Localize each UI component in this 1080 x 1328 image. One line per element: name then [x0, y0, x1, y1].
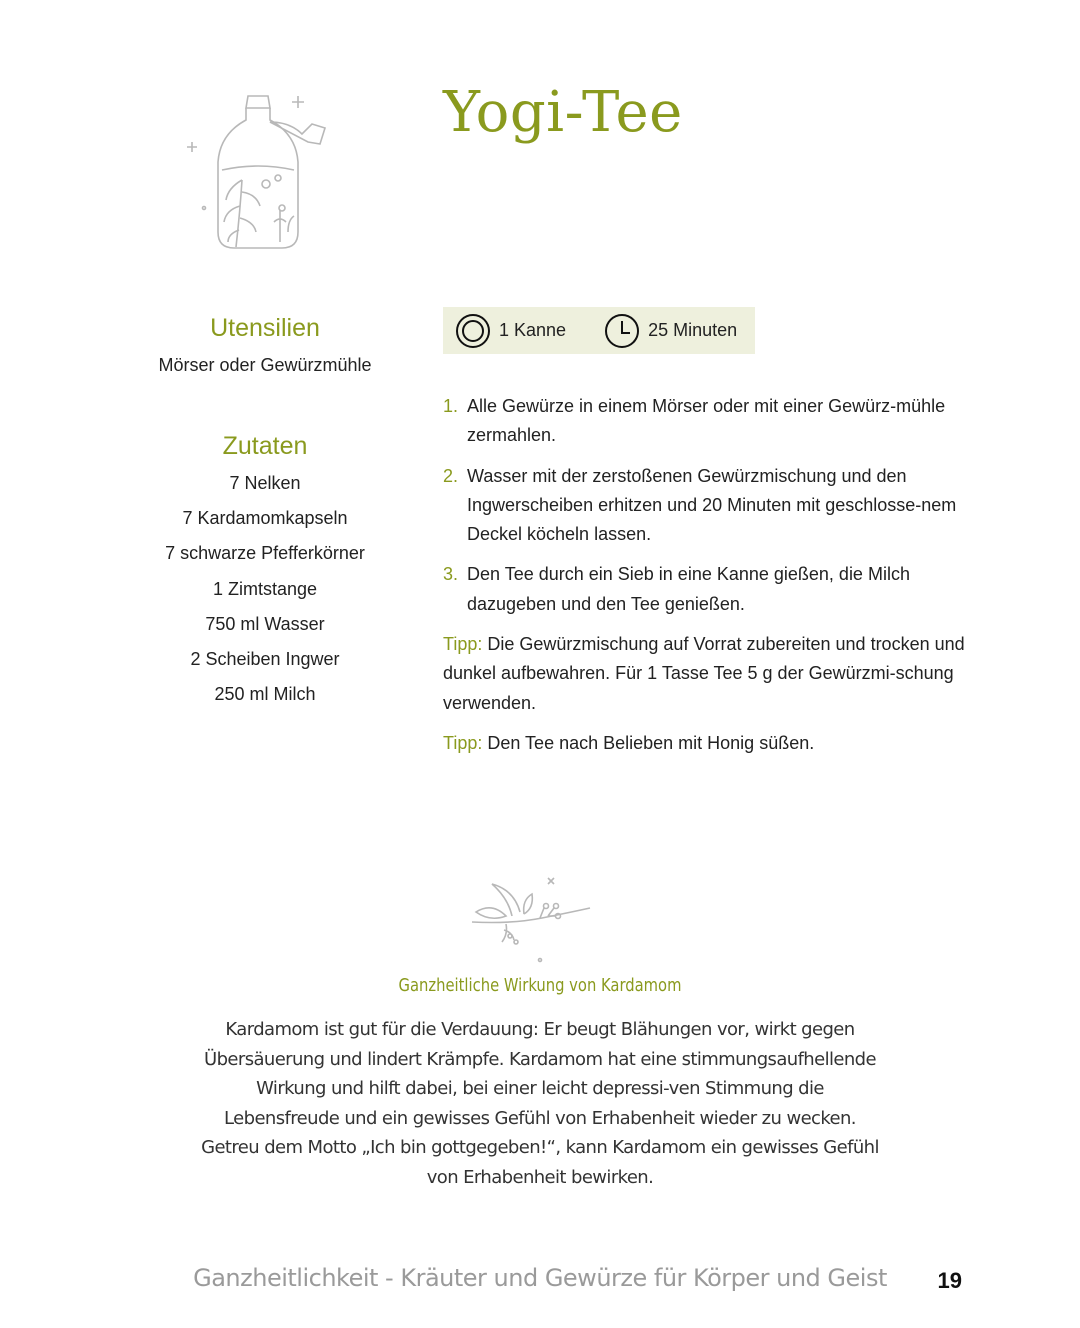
- servings-info: [455, 313, 566, 349]
- footer-text: Ganzheitlichkeit - Kräuter und Gewürze für Körper und Geist: [193, 1264, 887, 1292]
- tip-paragraph: [443, 729, 973, 758]
- step-item: [443, 392, 973, 451]
- time-info: [604, 313, 737, 349]
- tip-paragraph: [443, 630, 973, 718]
- ingredient-item: 250 ml Milch: [214, 684, 316, 705]
- ingredient-item: 7 Nelken: [229, 473, 301, 493]
- step-number: 2.: [443, 465, 459, 486]
- utensils-heading: Utensilien: [210, 314, 320, 342]
- step-item: [443, 462, 973, 550]
- ingredient-item: 7 Kardamomkapseln: [182, 508, 348, 529]
- step-text: Wasser mit der zerstoßenen Gewürzmischung und den Ingwerscheiben erhitzen und 20 Minuten mit geschlosse-nem Deckel köcheln lassen.: [467, 465, 957, 545]
- tip-label: Tipp:: [443, 634, 483, 654]
- pot-icon: [455, 313, 491, 349]
- tip-label: Tipp:: [443, 733, 483, 753]
- utensils-text: Mörser oder Gewürzmühle: [158, 355, 372, 375]
- step-item: [443, 560, 973, 619]
- tip-text: Den Tee nach Belieben mit Honig süßen.: [482, 733, 815, 753]
- utensils-section: [140, 314, 390, 376]
- info-box-title: Ganzheitliche Wirkung von Kardamom: [398, 975, 682, 996]
- herbal-jar-illustration: [170, 82, 340, 257]
- instruction-steps: [443, 392, 973, 630]
- step-number: 3.: [443, 564, 459, 585]
- ingredient-item: 2 Scheiben Ingwer: [190, 648, 340, 669]
- recipe-info-box: [443, 307, 755, 354]
- ingredient-item: 1 Zimtstange: [212, 578, 318, 599]
- step-text: Alle Gewürze in einem Mörser oder mit einer Gewürz-mühle zermahlen.: [467, 396, 946, 446]
- clock-icon: [604, 313, 640, 349]
- time-label: 25 Minuten: [648, 320, 738, 340]
- ingredients-list: [140, 471, 390, 717]
- ingredients-section: [140, 432, 390, 717]
- step-number: 1.: [443, 396, 459, 416]
- page-title: Yogi-Tee: [443, 80, 683, 145]
- servings-label: 1 Kanne: [499, 320, 567, 340]
- ingredient-item: 7 schwarze Pfefferkörner: [165, 543, 365, 564]
- tip-text: Die Gewürzmischung auf Vorrat zubereiten und trocken und dunkel aufbewahren. Für 1 Tasse Tee 5 g der Gewürzmi-schung verwenden.: [443, 634, 965, 713]
- ingredient-item: 750 ml Wasser: [205, 613, 325, 634]
- page-number: 19: [937, 1268, 962, 1293]
- ingredients-heading: Zutaten: [222, 432, 308, 460]
- info-box-text: Kardamom ist gut für die Verdauung: Er beugt Blähungen vor, wirkt gegen Übersäuerung und lindert Krämpfe. Kardamom hat eine stimmungsaufhellende Wirkung und hilft dabei, bei einer leicht depressi-ven Stimmung die Lebensfreude und ein gewisses Gefühl von Erhabenheit wieder zu wecken. Getreu dem Motto „Ich bin gottgegeben!“, kann Kardamom ein gewisses Gefühl von Erhabenheit bewirken.: [201, 1019, 879, 1188]
- branch-illustration: [462, 872, 602, 967]
- step-text: Den Tee durch ein Sieb in eine Kanne gießen, die Milch dazugeben und den Tee genießen.: [467, 564, 910, 614]
